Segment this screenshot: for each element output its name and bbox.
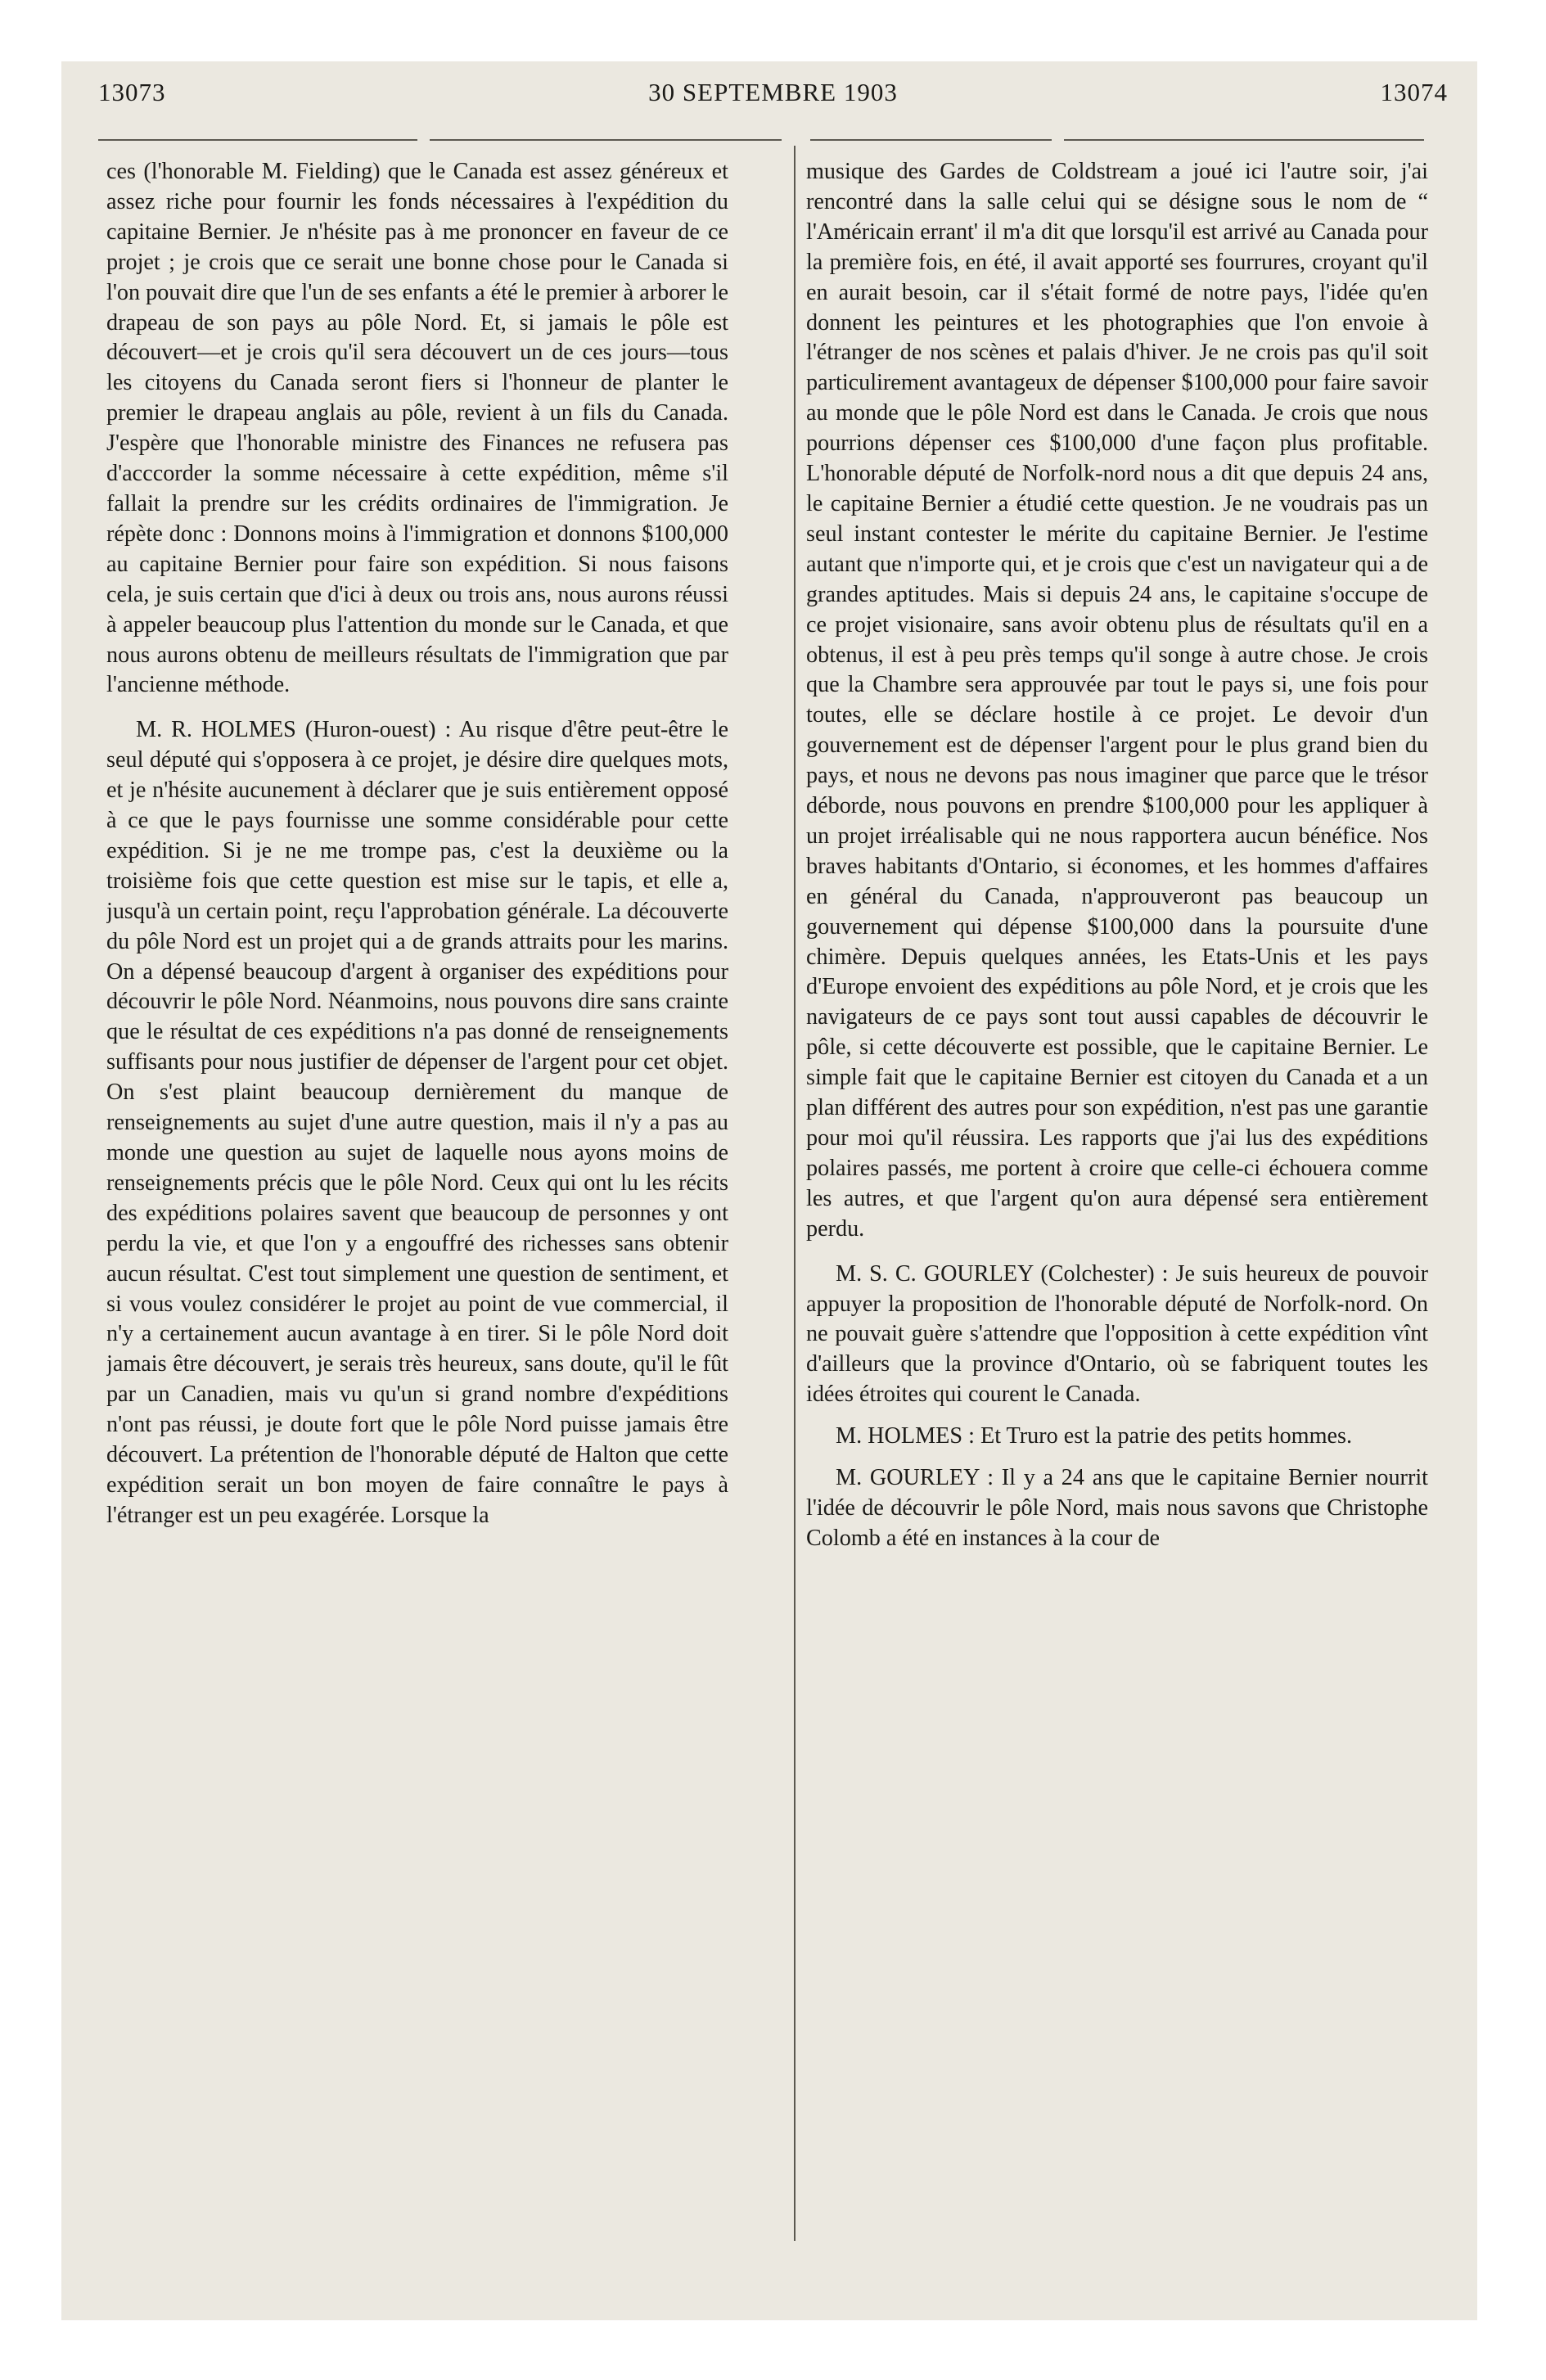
header-rule: [1064, 139, 1424, 141]
page-date: 30 SEPTEMBRE 1903: [648, 78, 898, 106]
page-number-left: 13073: [98, 78, 166, 106]
paragraph: M. GOURLEY : Il y a 24 ans que le capitaine Bernier nourrit l'idée de découvrir le pôle Nord, mais nous savons que Christophe Colomb a été en instances à la cour de: [806, 1465, 1428, 1551]
left-column: [106, 157, 728, 2236]
column-divider: [794, 146, 796, 2241]
page-number-right: 13074: [1380, 78, 1448, 106]
page-header: [98, 78, 1448, 119]
paragraph: M. R. HOLMES (Huron-ouest) : Au risque d'être peut-être le seul député qui s'opposera à ce projet, je désire dire quelques mots, et je n'hésite aucunement à déclarer que je suis entièrement opposé à ce que le pays fournisse une somme considérable pour cette expédition. Si je ne me trompe pas, c'est la deuxième ou la troisième fois que cette question est mise sur le tapis, et elle a, jusqu'à un certain point, reçu l'approbation générale. La découverte du pôle Nord est un projet qui a de grands attraits pour les marins. On a dépensé beaucoup d'argent à organiser des expéditions pour découvrir le pôle Nord. Néanmoins, nous pouvons dire sans crainte que le résultat de ces expéditions n'a pas donné de renseignements suffisants pour nous justifier de dépenser de l'argent pour cet objet. On s'est plaint beaucoup dernièrement du manque de renseignements au sujet d'une autre question, mais il n'y a pas au monde une question au sujet de laquelle nous ayons moins de renseignements précis que le pôle Nord. Ceux qui ont lu les récits des expéditions polaires savent que beaucoup de personnes y ont perdu la vie, et que l'on y a engouffré des richesses sans obtenir aucun résultat. C'est tout simplement une question de sentiment, et si vous voulez considérer le projet au point de vue commercial, il n'y a certainement aucun avantage à en tirer. Si le pôle Nord doit jamais être découvert, je serais très heureux, sans doute, qu'il le fût par un Canadien, mais vu qu'un si grand nombre d'expéditions n'ont pas réussi, je doute fort que le pôle Nord puisse jamais être découvert. La prétention de l'honorable député de Halton que cette expédition serait un bon moyen de faire connaître le pays à l'étranger est un peu exagérée. Lorsque la: [106, 717, 728, 1528]
header-rule: [98, 139, 417, 141]
paragraph: M. HOLMES : Et Truro est la patrie des petits hommes.: [836, 1423, 1353, 1449]
paragraph: musique des Gardes de Coldstream a joué ici l'autre soir, j'ai rencontré dans la salle celui qui se désigne sous le nom de “ l'Américain errant' il m'a dit que lorsqu'il est arrivé au Canada pour la première fois, en été, il avait apporté ses fourrures, croyant qu'il en aurait besoin, car il s'était formé de notre pays, l'idée qu'en donnent les peintures et les photographies que l'on envoie à l'étranger de nos scènes et palais d'hiver. Je ne crois pas qu'il soit particulirement avantageux de dépenser $100,000 pour faire savoir au monde que le pôle Nord est dans le Canada. Je crois que nous pourrions dépenser ces $100,000 d'une façon plus profitable. L'honorable député de Norfolk-nord nous a dit que depuis 24 ans, le capitaine Bernier a étudié cette question. Je ne voudrais pas un seul instant contester le mérite du capitaine Bernier. Je l'estime autant que n'importe qui, et je crois que c'est un navigateur qui a de grandes aptitudes. Mais si depuis 24 ans, le capitaine s'occupe de ce projet visionaire, sans avoir obtenu plus de résultats qu'il en a obtenus, il est à peu près temps qu'il songe à autre chose. Je crois que la Chambre sera approuvée par tout le pays si, une fois pour toutes, elle se déclare hostile à ce projet. Le devoir d'un gouvernement est de dépenser l'argent pour le plus grand bien du pays, et nous ne devons pas nous imaginer que parce que le trésor déborde, nous pouvons en prendre $100,000 pour les appliquer à un projet irréalisable qui ne nous rapportera aucun bénéfice. Nos braves habitants d'Ontario, si économes, et les hommes d'affaires en général du Canada, n'approuveront pas beaucoup un gouvernement qui dépense $100,000 dans la poursuite d'une chimère. Depuis quelques années, les Etats-Unis et les pays d'Europe envoient des expéditions au pôle Nord, et je crois que les navigateurs de ce pays sont tout aussi capables de découvrir le pôle, si cette découverte est possible, que le capitaine Bernier. Le simple fait que le capitaine Bernier est citoyen du Canada et a un plan différent des autres pour son expédition, n'est pas une garantie pour moi qu'il réussira. Les rapports que j'ai lus des expéditions polaires passés, me portent à croire que celle-ci échouera comme les autres, et que l'argent qu'on aura dépensé sera entièrement perdu.: [806, 159, 1428, 1242]
header-rule: [430, 139, 782, 141]
paragraph: ces (l'honorable M. Fielding) que le Canada est assez généreux et assez riche pour fournir les fonds nécessaires à l'expédition du capitaine Bernier. Je n'hésite pas à me prononcer en faveur de ce projet ; je crois que ce serait une bonne chose pour le Canada si l'on pouvait dire que l'un de ses enfants a été le premier à arborer le drapeau de son pays au pôle Nord. Et, si jamais le pôle est découvert—et je crois qu'il sera découvert un de ces jours—tous les citoyens du Canada seront fiers si l'honneur de planter le premier le drapeau anglais au pôle, revient à un fils du Canada. J'espère que l'honorable ministre des Finances ne refusera pas d'acccorder la somme nécessaire à cette expédition, même s'il fallait la prendre sur les crédits ordinaires de l'immigration. Je répète donc : Donnons moins à l'immigration et donnons $100,000 au capitaine Bernier pour faire son expédition. Si nous faisons cela, je suis certain que d'ici à deux ou trois ans, nous aurons réussi à appeler beaucoup plus l'attention du monde sur le Canada, et que nous aurons obtenu de meilleurs résultats de l'immigration que par l'ancienne méthode.: [106, 159, 728, 698]
right-column: [806, 157, 1428, 2236]
paragraph: M. S. C. GOURLEY (Colchester) : Je suis heureux de pouvoir appuyer la proposition de l'honorable député de Norfolk-nord. On ne pouvait guère s'attendre que l'opposition à cette expédition vînt d'ailleurs que la province d'Ontario, où se fabriquent toutes les idées étroites qui courent le Canada.: [806, 1260, 1428, 1408]
header-rule: [810, 139, 1052, 141]
